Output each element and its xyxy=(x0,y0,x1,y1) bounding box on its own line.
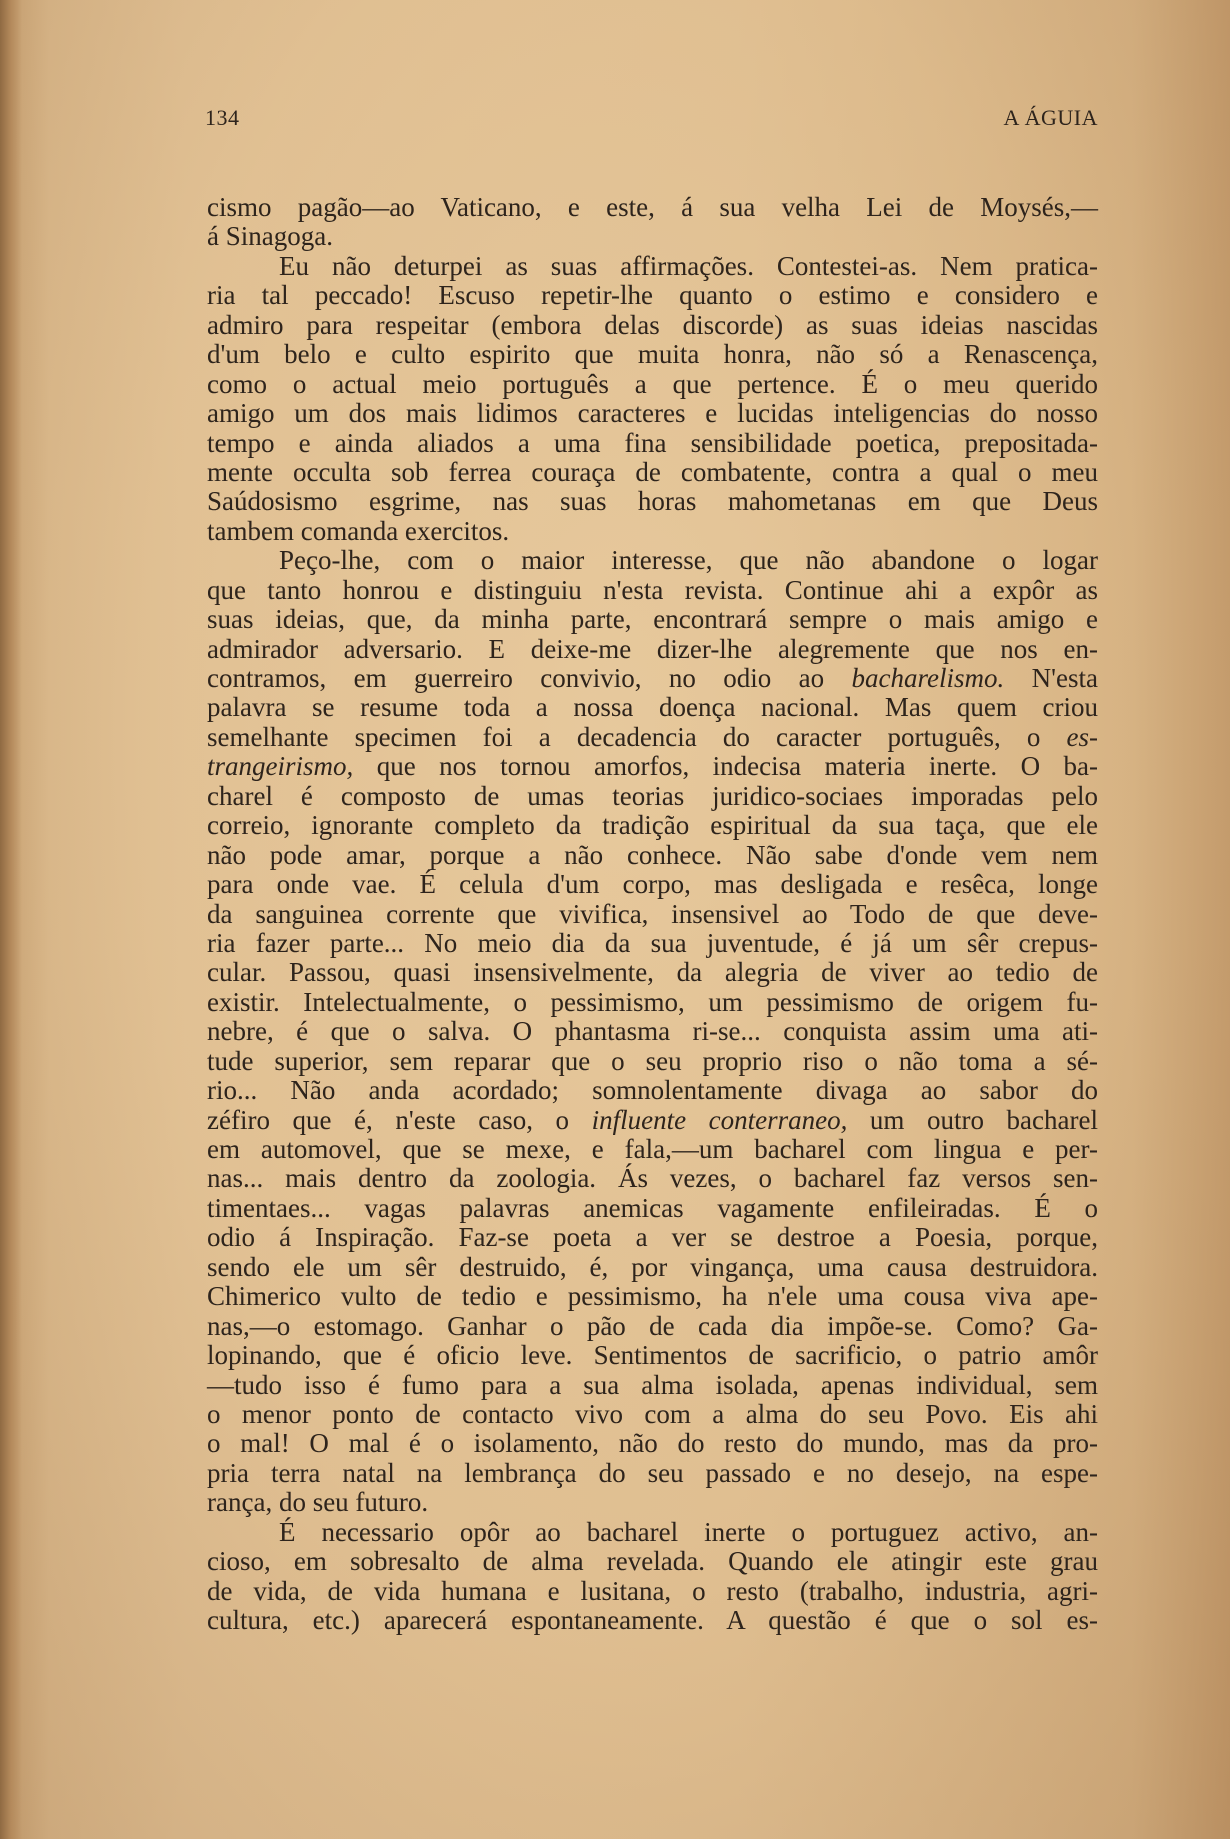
text-segment: de vida, de vida humana e lusitana, o resto (trabalho, industria, agri- xyxy=(207,1575,1098,1606)
text-segment: em automovel, que se mexe, e fala,—um bacharel com lingua e per- xyxy=(207,1134,1098,1164)
text-segment: Peço-lhe, com o maior interesse, que não abandone o logar xyxy=(279,545,1098,576)
text-segment: admirador adversario. E deixe-me dizer-lhe alegremente que nos en- xyxy=(207,633,1098,664)
text-segment: odio á Inspiração. Faz-se poeta a ver se destroe a Poesia, porque, xyxy=(207,1222,1098,1253)
text-line xyxy=(207,929,1098,958)
text-segment: que nos tornou amorfos, indecisa materia inerte. O ba- xyxy=(353,751,1098,782)
text-segment: da sanguinea corrente que vivifica, insensivel ao Todo de que deve- xyxy=(207,898,1098,929)
text-segment: nebre, é que o salva. O phantasma ri-se... conquista assim uma ati- xyxy=(207,1016,1098,1047)
text-segment: sendo ele um sêr destruido, é, por vingança, uma causa destruidora. xyxy=(207,1251,1098,1282)
text-line xyxy=(207,1047,1098,1076)
text-segment: É necessario opôr ao bacharel inerte o portuguez activo, an- xyxy=(279,1516,1098,1547)
text-line xyxy=(207,900,1098,929)
text-line xyxy=(207,605,1098,634)
text-segment: d'um belo e culto espirito que muita honra, não só a Renascença, xyxy=(207,339,1098,370)
text-line xyxy=(207,752,1098,781)
text-line xyxy=(207,252,1098,281)
text-line xyxy=(207,1282,1098,1311)
text-line xyxy=(207,1194,1098,1223)
text-line xyxy=(207,1459,1098,1488)
text-line xyxy=(207,1164,1098,1193)
text-line xyxy=(207,988,1098,1017)
text-segment: timentaes... vagas palavras anemicas vagamente enfileiradas. É o xyxy=(207,1192,1098,1223)
text-line xyxy=(207,1547,1098,1576)
text-line xyxy=(207,222,1098,251)
text-line xyxy=(207,458,1098,487)
text-line xyxy=(207,193,1098,222)
text-segment: tempo e ainda aliados a uma fina sensibilidade poetica, prepositada- xyxy=(207,427,1098,458)
text-segment: rio... Não anda acordado; somnolentamente divaga ao sabor do xyxy=(207,1075,1098,1106)
text-segment: para onde vae. É celula d'um corpo, mas desligada e resêca, longe xyxy=(207,869,1098,900)
running-head xyxy=(205,105,1098,135)
text-line xyxy=(207,1135,1098,1164)
text-line xyxy=(207,811,1098,840)
text-line xyxy=(207,1371,1098,1400)
text-segment: contramos, em guerreiro convivio, no odio ao xyxy=(207,663,852,693)
text-line xyxy=(207,1577,1098,1606)
text-line xyxy=(207,870,1098,899)
text-segment: zéfiro que é, n'este caso, o xyxy=(207,1104,592,1135)
text-line xyxy=(207,782,1098,811)
text-line xyxy=(207,635,1098,664)
text-line xyxy=(207,311,1098,340)
text-line xyxy=(207,1606,1098,1635)
text-segment: nas,—o estomago. Ganhar o pão de cada dia impõe-se. Como? Ga- xyxy=(207,1310,1098,1341)
text-segment: ria fazer parte... No meio dia da sua juventude, é já um sêr crepus- xyxy=(207,927,1098,958)
text-line xyxy=(207,1223,1098,1252)
text-segment: não pode amar, porque a não conhece. Não sabe d'onde vem nem xyxy=(207,839,1098,870)
text-line xyxy=(207,370,1098,399)
text-segment: cismo pagão—ao Vaticano, e este, á sua velha Lei de Moysés,— xyxy=(207,192,1098,222)
text-line xyxy=(207,517,1098,546)
text-line xyxy=(207,1106,1098,1135)
text-line xyxy=(207,664,1098,693)
text-segment: palavra se resume toda a nossa doença nacional. Mas quem criou xyxy=(207,692,1098,723)
text-segment: pria terra natal na lembrança do seu passado e no desejo, na espe- xyxy=(207,1457,1098,1488)
text-segment: correio, ignorante completo da tradição espiritual da sua taça, que ele xyxy=(207,810,1098,841)
text-segment: o mal! O mal é o isolamento, não do resto do mundo, mas da pro- xyxy=(207,1428,1098,1459)
text-segment: Saúdosismo esgrime, nas suas horas mahometanas em que Deus xyxy=(207,486,1098,517)
text-segment: que tanto honrou e distinguiu n'esta revista. Continue ahi a expôr as xyxy=(207,574,1098,605)
text-segment: nas... mais dentro da zoologia. Ás vezes, o bacharel faz versos sen- xyxy=(207,1163,1098,1194)
text-segment: cular. Passou, quasi insensivelmente, da alegria de viver ao tedio de xyxy=(207,957,1098,988)
text-line xyxy=(207,723,1098,752)
text-line xyxy=(207,546,1098,575)
text-segment: admiro para respeitar (embora delas discorde) as suas ideias nascidas xyxy=(207,309,1098,340)
text-line xyxy=(207,1488,1098,1517)
journal-title: A ÁGUIA xyxy=(1003,105,1098,130)
text-line xyxy=(207,1017,1098,1046)
text-segment: suas ideias, que, da minha parte, encontrará sempre o mais amigo e xyxy=(207,604,1098,635)
page-spine-shadow xyxy=(0,0,22,1839)
text-segment: Chimerico vulto de tedio e pessimismo, ha n'ele uma cousa viva ape- xyxy=(207,1281,1098,1312)
text-segment: rança, do seu futuro. xyxy=(207,1487,429,1518)
text-line xyxy=(207,1400,1098,1429)
italic-term: es- xyxy=(1066,721,1098,752)
text-segment: lopinando, que é oficio leve. Sentimentos de sacrificio, o patrio amôr xyxy=(207,1340,1098,1371)
text-line xyxy=(207,399,1098,428)
text-segment: amigo um dos mais lidimos caracteres e lucidas inteligencias do nosso xyxy=(207,398,1098,429)
text-line xyxy=(207,1518,1098,1547)
text-line xyxy=(207,340,1098,369)
text-segment: tude superior, sem reparar que o seu proprio riso o não toma a sé- xyxy=(207,1045,1098,1076)
text-line xyxy=(207,281,1098,310)
text-line xyxy=(207,487,1098,516)
text-segment: —tudo isso é fumo para a sua alma isolada, apenas individual, sem xyxy=(207,1369,1098,1400)
text-line xyxy=(207,1253,1098,1282)
text-segment: á Sinagoga. xyxy=(207,221,333,252)
text-segment: mente occulta sob ferrea couraça de combatente, contra a qual o meu xyxy=(207,456,1098,487)
text-segment: um outro bacharel xyxy=(847,1104,1098,1135)
text-segment: o menor ponto de contacto vivo com a alma do seu Povo. Eis ahi xyxy=(207,1398,1098,1429)
text-segment: como o actual meio português a que pertence. É o meu querido xyxy=(207,368,1098,399)
text-segment: cultura, etc.) aparecerá espontaneamente. A questão é que o sol es- xyxy=(207,1605,1098,1635)
italic-term: bacharelismo. xyxy=(851,663,1005,693)
text-segment: Eu não deturpei as suas affirmações. Contestei-as. Nem pratica- xyxy=(279,250,1098,281)
text-segment: semelhante specimen foi a decadencia do caracter português, o xyxy=(207,721,1067,752)
text-line xyxy=(207,841,1098,870)
text-line xyxy=(207,1076,1098,1105)
text-line xyxy=(207,1341,1098,1370)
text-line xyxy=(207,693,1098,722)
text-segment: tambem comanda exercitos. xyxy=(207,515,510,546)
italic-term: influente conterraneo, xyxy=(591,1104,848,1135)
text-segment: existir. Intelectualmente, o pessimismo, um pessimismo de origem fu- xyxy=(207,986,1098,1017)
page-number: 134 xyxy=(205,105,240,130)
italic-term: trangeirismo, xyxy=(207,751,354,782)
text-line xyxy=(207,576,1098,605)
text-segment: ria tal peccado! Escuso repetir-lhe quanto o estimo e considero e xyxy=(207,280,1098,311)
text-segment: cioso, em sobresalto de alma revelada. Quando ele atingir este grau xyxy=(207,1546,1098,1577)
text-line xyxy=(207,429,1098,458)
text-line xyxy=(207,958,1098,987)
body-text xyxy=(207,193,1098,1635)
text-line xyxy=(207,1429,1098,1458)
text-segment: N'esta xyxy=(1004,663,1099,693)
text-line xyxy=(207,1312,1098,1341)
text-segment: charel é composto de umas teorias juridico-sociaes imporadas pelo xyxy=(207,780,1098,811)
